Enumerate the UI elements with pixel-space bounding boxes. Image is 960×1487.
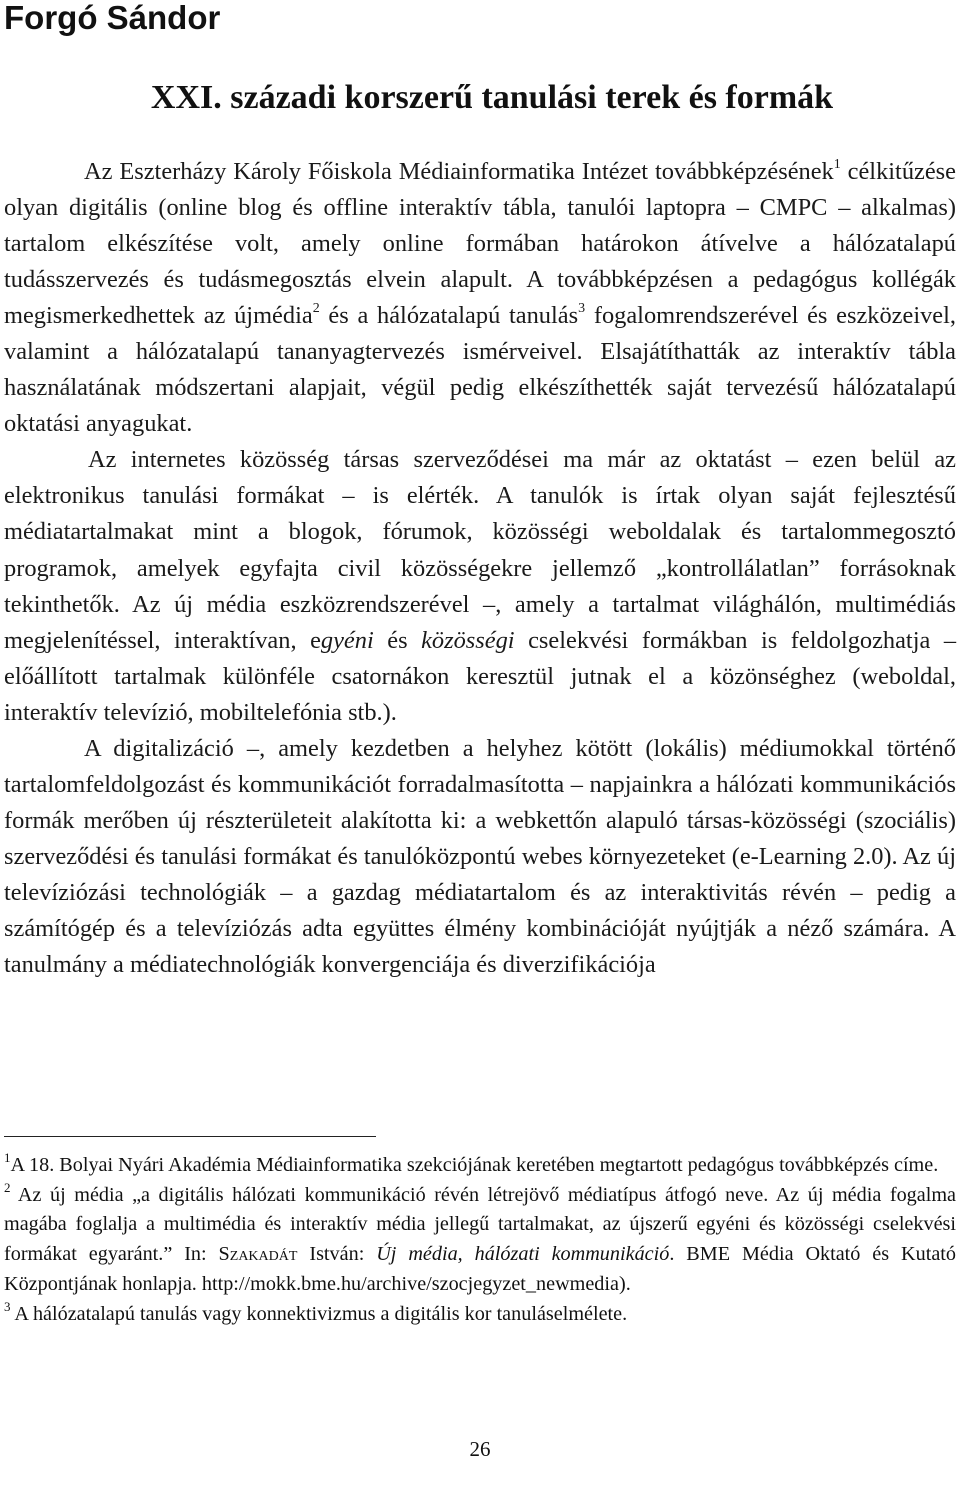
footnote-2: $^2$ Az új média „a digitális hálózati kommunikáció révén létrejövő médiatípus átfogó neve. Az új média fogalma magába foglalja a multimédia és interaktív média jellegű tartalmakat, az újszerű egyéni és közösségi cselekvési formákat egyaránt.” In: Szakadát István: Új média, hálózati kommunikáció. BME Média Oktató és Kutató Központjának honlapja. http://mokk.bme.hu/archive/szocjegyzet_newmedia). <box>4 1179 956 1295</box>
footnotes <box>4 1151 956 1329</box>
paragraph-2: Az internetes közösség társas szerveződései ma már az oktatást – ezen belül az elektronikus tanulási formákat – is elérték. A tanulók is írtak olyan saját fejlesztésű médiatartalmakat mint a blogok, fórumok, közösségi weboldalak és tartalommegosztó programok, amelyek egyfajta civil közösségekre jellemző „kontrollálatlan” forrásoknak tekinthetők. Az új média eszközrendszerével –, amely a tartalmat világhálón, multimédiás megjelenítéssel, interaktívan, egyéni és közösségi cselekvési formákban is feldolgozhatja – előállított tartalmak különféle csatornákon keresztül jutnak el a közönséghez (weboldal, interaktív televízió, mobiltelefónia stb.). <box>4 446 957 726</box>
author-name: Forgó Sándor <box>4 0 221 36</box>
footnote-1: $^1$A 18. Bolyai Nyári Akadémia Médiainformatika szekciójának keretében megtartott pedagógus továbbképzés címe. <box>4 1150 939 1176</box>
footnote-ref-1[interactable]: 1 <box>833 157 841 172</box>
emphasis-egyeni: gyéni <box>320 626 374 654</box>
cited-title: Új média, hálózati kommunikáció <box>376 1243 670 1266</box>
cited-author: Szakadát <box>218 1243 298 1266</box>
footnote-ref-2[interactable]: 2 <box>312 301 320 317</box>
article-body <box>4 154 956 983</box>
footnote-ref-3[interactable]: 3 <box>578 301 586 317</box>
footnote-separator <box>4 1136 376 1137</box>
emphasis-kozossegi: közösségi <box>421 626 515 654</box>
page-number: 26 <box>469 1437 491 1461</box>
footnote-3: $^3$ A hálózatalapú tanulás vagy konnektivizmus a digitális kor tanuláselmélete. <box>4 1298 628 1325</box>
paragraph-3: A digitalizáció –, amely kezdetben a helyhez kötött (lokális) médiumokkal történő tartalomfeldolgozást és kommunikációt forradalmasította – napjainkra a hálózati kommunikációs formák merőben új részterületeit alakította ki: a webkettőn alapuló társas-közösségi (szociális) szerveződési és tanulási formákat és tanulóközpontú webes környezeteket (e-Learning 2.0). Az új televíziózási technológiák – a gazdag médiatartalom és az interaktivitás révén – pedig a számítógép és a televíziózás adta együttes élmény kombinációját nyújtják a néző számára. A tanulmány a médiatechnológiák konvergenciája és diverzifikációja <box>4 734 956 979</box>
paragraph-1: Az Eszterházy Károly Főiskola Médiainformatika Intézet továbbképzésének$^1$ célkitűzése olyan digitális (online blog és offline interaktív tábla, tanulói laptopra – CMPC – alkalmas) tartalom elkészítése volt, amely online formában határokon átívelve a hálózatalapú tudásszervezés és tudásmegosztás elvein alapult. A továbbképzésen a pedagógus kollégák megismerkedhettek az újmédia$^2$ és a hálózatalapú tanulás$^3$ fogalomrendszerével és eszközeivel, valamint a hálózatalapú tananyagtervezés ismérveivel. Elsajátíthatták az interaktív tábla használatának módszertani alapjait, végül pedig elkészíthették saját tervezésű hálózatalapú oktatási anyagukat. <box>4 157 956 438</box>
article-title: XXI. századi korszerű tanulási terek és formák <box>150 79 834 116</box>
